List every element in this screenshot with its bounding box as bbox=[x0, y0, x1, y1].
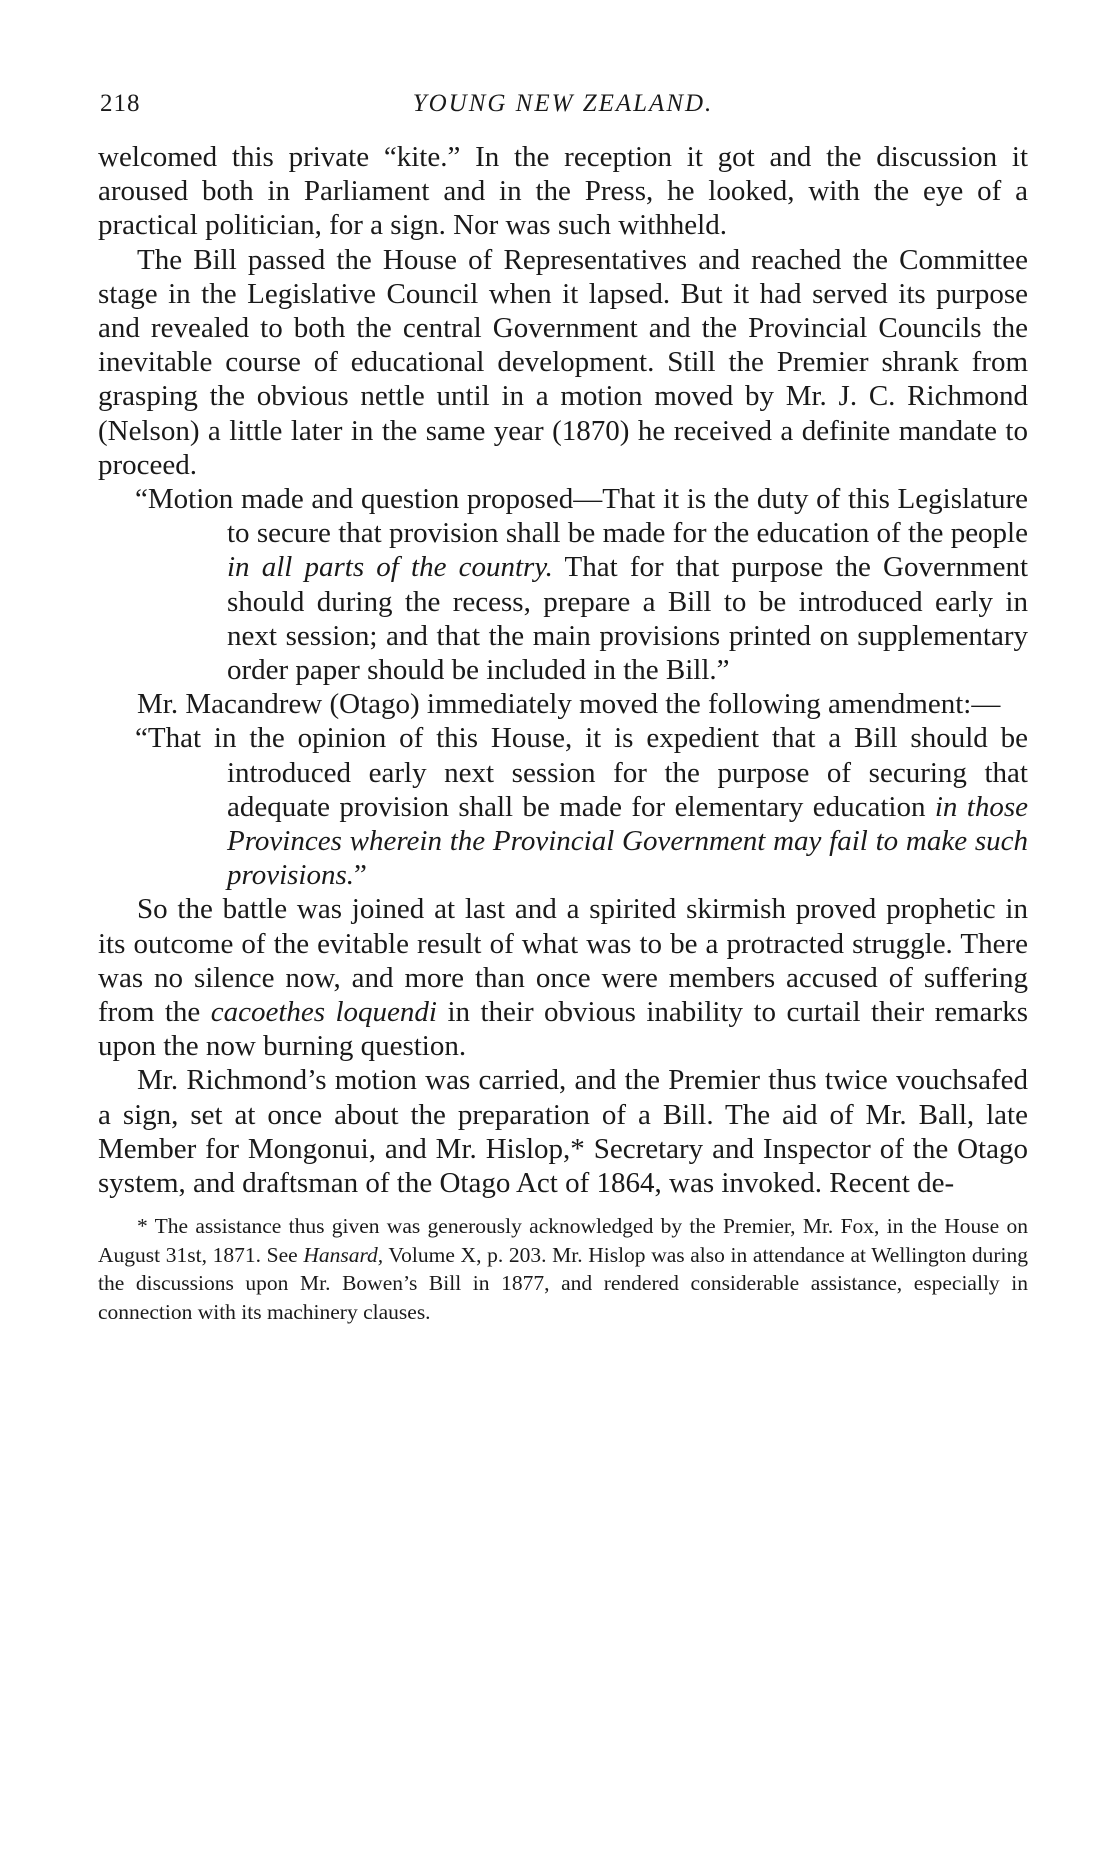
quote-text: ” bbox=[354, 859, 367, 892]
quote-text: “That in the opinion of this House, it is expedient that a Bill should be introduced early next session for the purpose of securing that adequate provision shall be made for elementary education bbox=[135, 722, 1028, 823]
paragraph-3: Mr. Macandrew (Otago) immediately moved the following amendment:— bbox=[137, 688, 1001, 721]
footnote bbox=[98, 1212, 1028, 1326]
quote-emphasis: in those Provinces wherein the Provincial Government may fail to make such provisions. bbox=[227, 790, 1028, 892]
quoted-amendment bbox=[98, 721, 1028, 892]
book-page bbox=[98, 88, 1028, 1326]
quote-text: “Motion made and question proposed—That it is the duty of this Legislature to secure that provision shall be made for the education of the people bbox=[135, 483, 1028, 550]
paragraph-1: welcomed this private “kite.” In the reception it got and the discussion it aroused both in Parliament and in the Press, he looked, with the eye of a practical politician, for a sign. Nor was such withheld. bbox=[98, 141, 1028, 242]
running-title: YOUNG NEW ZEALAND. bbox=[412, 90, 714, 117]
paragraph-2: The Bill passed the House of Representatives and reached the Committee stage in the Legislative Council when it lapsed. But it had served its purpose and revealed to both the central Government and the Provincial Councils the inevitable course of educational development. Still the Premier shrank from grasping the obvious nettle until in a motion moved by Mr. J. C. Richmond (Nelson) a little later in the same year (1870) he received a definite mandate to proceed. bbox=[98, 243, 1028, 481]
quote-text: That for that purpose the Government should during the recess, prepare a Bill to be introduced early in next session; and that the main provisions printed on supplementary order paper should be included in the Bill.” bbox=[227, 551, 1029, 687]
paragraph-text: in their obvious inability to curtail their remarks upon the now burning question. bbox=[98, 996, 1028, 1063]
latin-phrase: cacoethes loquendi bbox=[210, 996, 437, 1029]
page-header bbox=[98, 88, 1028, 120]
body-text bbox=[98, 140, 1028, 1200]
paragraph-5: Mr. Richmond’s motion was carried, and the Premier thus twice vouchsafed a sign, set at once about the preparation of a Bill. The aid of Mr. Ball, late Member for Mongonui, and Mr. Hislop,* Secretary and Inspector of the Otago system, and draftsman of the Otago Act of 1864, was invoked. Recent de- bbox=[98, 1064, 1028, 1200]
paragraph-4 bbox=[98, 892, 1028, 1063]
quote-emphasis: in all parts of the country. bbox=[227, 551, 553, 584]
page-number: 218 bbox=[100, 90, 141, 117]
footnote-part: * The assistance thus given was generously acknowledged by the Premier, Mr. Fox, in the House on August 31st, 1871. See bbox=[98, 1214, 1028, 1267]
paragraph-text: So the battle was joined at last and a spirited skirmish proved prophetic in its outcome of the evitable result of what was to be a protracted struggle. There was no silence now, and more than once were members accused of suffering from the bbox=[98, 893, 1028, 1029]
footnote-text bbox=[98, 1212, 1028, 1326]
quoted-motion bbox=[98, 482, 1028, 687]
footnote-part: Volume X, p. 203. Mr. Hislop was also in attendance at Wellington during the discussions upon Mr. Bowen’s Bill in 1877, and rendered considerable assistance, especially in connection with its machinery clauses. bbox=[98, 1242, 1028, 1324]
footnote-citation: Hansard, bbox=[303, 1242, 384, 1267]
